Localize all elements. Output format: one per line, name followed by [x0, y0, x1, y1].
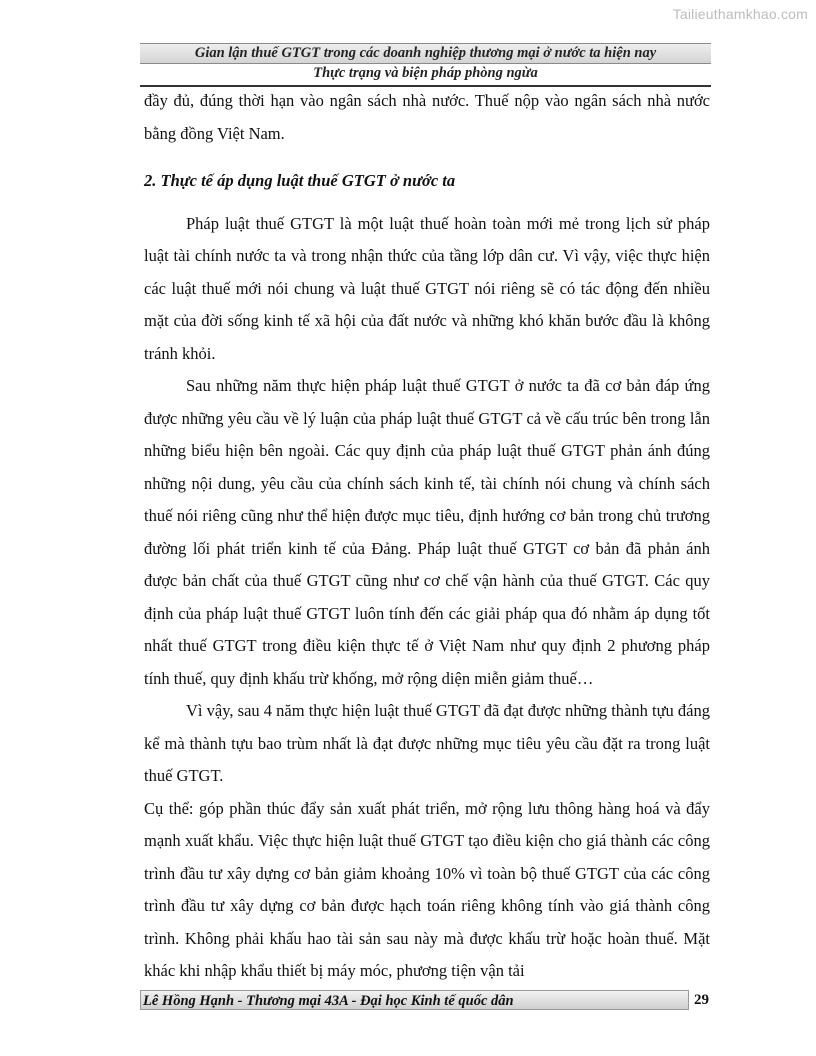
paragraph: Pháp luật thuế GTGT là một luật thuế hoàn toàn mới mẻ trong lịch sử pháp luật tài chính nước ta và trong nhận thức của tầng lớp dân cư. Vì vậy, việc thực hiện các luật thuế mới nói chung và luật thuế GTGT nói riêng sẽ có tác động đến nhiều mặt của đời sống kinh tế xã hội của đất nước và những khó khăn bước đầu là không tránh khỏi. [144, 213, 710, 363]
watermark-text: Tailieuthamkhao.com [672, 6, 808, 22]
running-header [140, 43, 711, 87]
paragraph: Sau những năm thực hiện pháp luật thuế GTGT ở nước ta đã cơ bản đáp ứng được những yêu cầu về lý luận của pháp luật thuế GTGT cả về cấu trúc bên trong lẫn những biểu hiện bên ngoài. Các quy định của pháp luật thuế GTGT phản ánh đúng những nội dung, yêu cầu của chính sách kinh tế, tài chính nói chung và chính sách thuế nói riêng cũng như thể hiện được mục tiêu, định hướng cơ bản trong chủ trương đường lối phát triển kinh tế của Đảng. Pháp luật thuế GTGT cơ bản đã phản ánh được bản chất của thuế GTGT cũng như cơ chế vận hành của thuế GTGT. Các quy định của pháp luật thuế GTGT luôn tính đến các giải pháp qua đó nhằm áp dụng tốt nhất thuế GTGT trong điều kiện thực tế ở Việt Nam như quy định 2 phương pháp tính thuế, quy định khấu trừ khống, mở rộng diện miễn giảm thuế… [144, 376, 710, 688]
running-footer: Lê Hồng Hạnh - Thương mại 43A - Đại học Kinh tế quốc dân [140, 990, 689, 1010]
page-body [144, 85, 710, 988]
header-title-line1: Gian lận thuế GTGT trong các doanh nghiệp thương mại ở nước ta hiện nay [140, 43, 711, 64]
paragraph-continued: đầy đủ, đúng thời hạn vào ngân sách nhà nước. Thuế nộp vào ngân sách nhà nước bằng đồng Việt Nam. [144, 91, 710, 143]
page-number: 29 [694, 992, 709, 1008]
section-heading: 2. Thực tế áp dụng luật thuế GTGT ở nước ta [144, 171, 456, 190]
header-title-line2: Thực trạng và biện pháp phòng ngừa [313, 65, 538, 81]
paragraph: Vì vậy, sau 4 năm thực hiện luật thuế GTGT đã đạt được những thành tựu đáng kể mà thành tựu bao trùm nhất là đạt được những mục tiêu yêu cầu đặt ra trong luật thuế GTGT. [144, 701, 710, 785]
paragraph: Cụ thể: góp phần thúc đẩy sản xuất phát triển, mở rộng lưu thông hàng hoá và đẩy mạnh xuất khẩu. Việc thực hiện luật thuế GTGT tạo điều kiện cho giá thành các công trình đầu tư xây dựng cơ bản giảm khoảng 10% vì toàn bộ thuế GTGT của các công trình đầu tư xây dựng cơ bản được hạch toán riêng không tính vào giá thành công trình. Không phải khấu hao tài sản sau này mà được khấu trừ hoặc hoàn thuế. Mặt khác khi nhập khẩu thiết bị máy móc, phương tiện vận tải [144, 798, 710, 980]
